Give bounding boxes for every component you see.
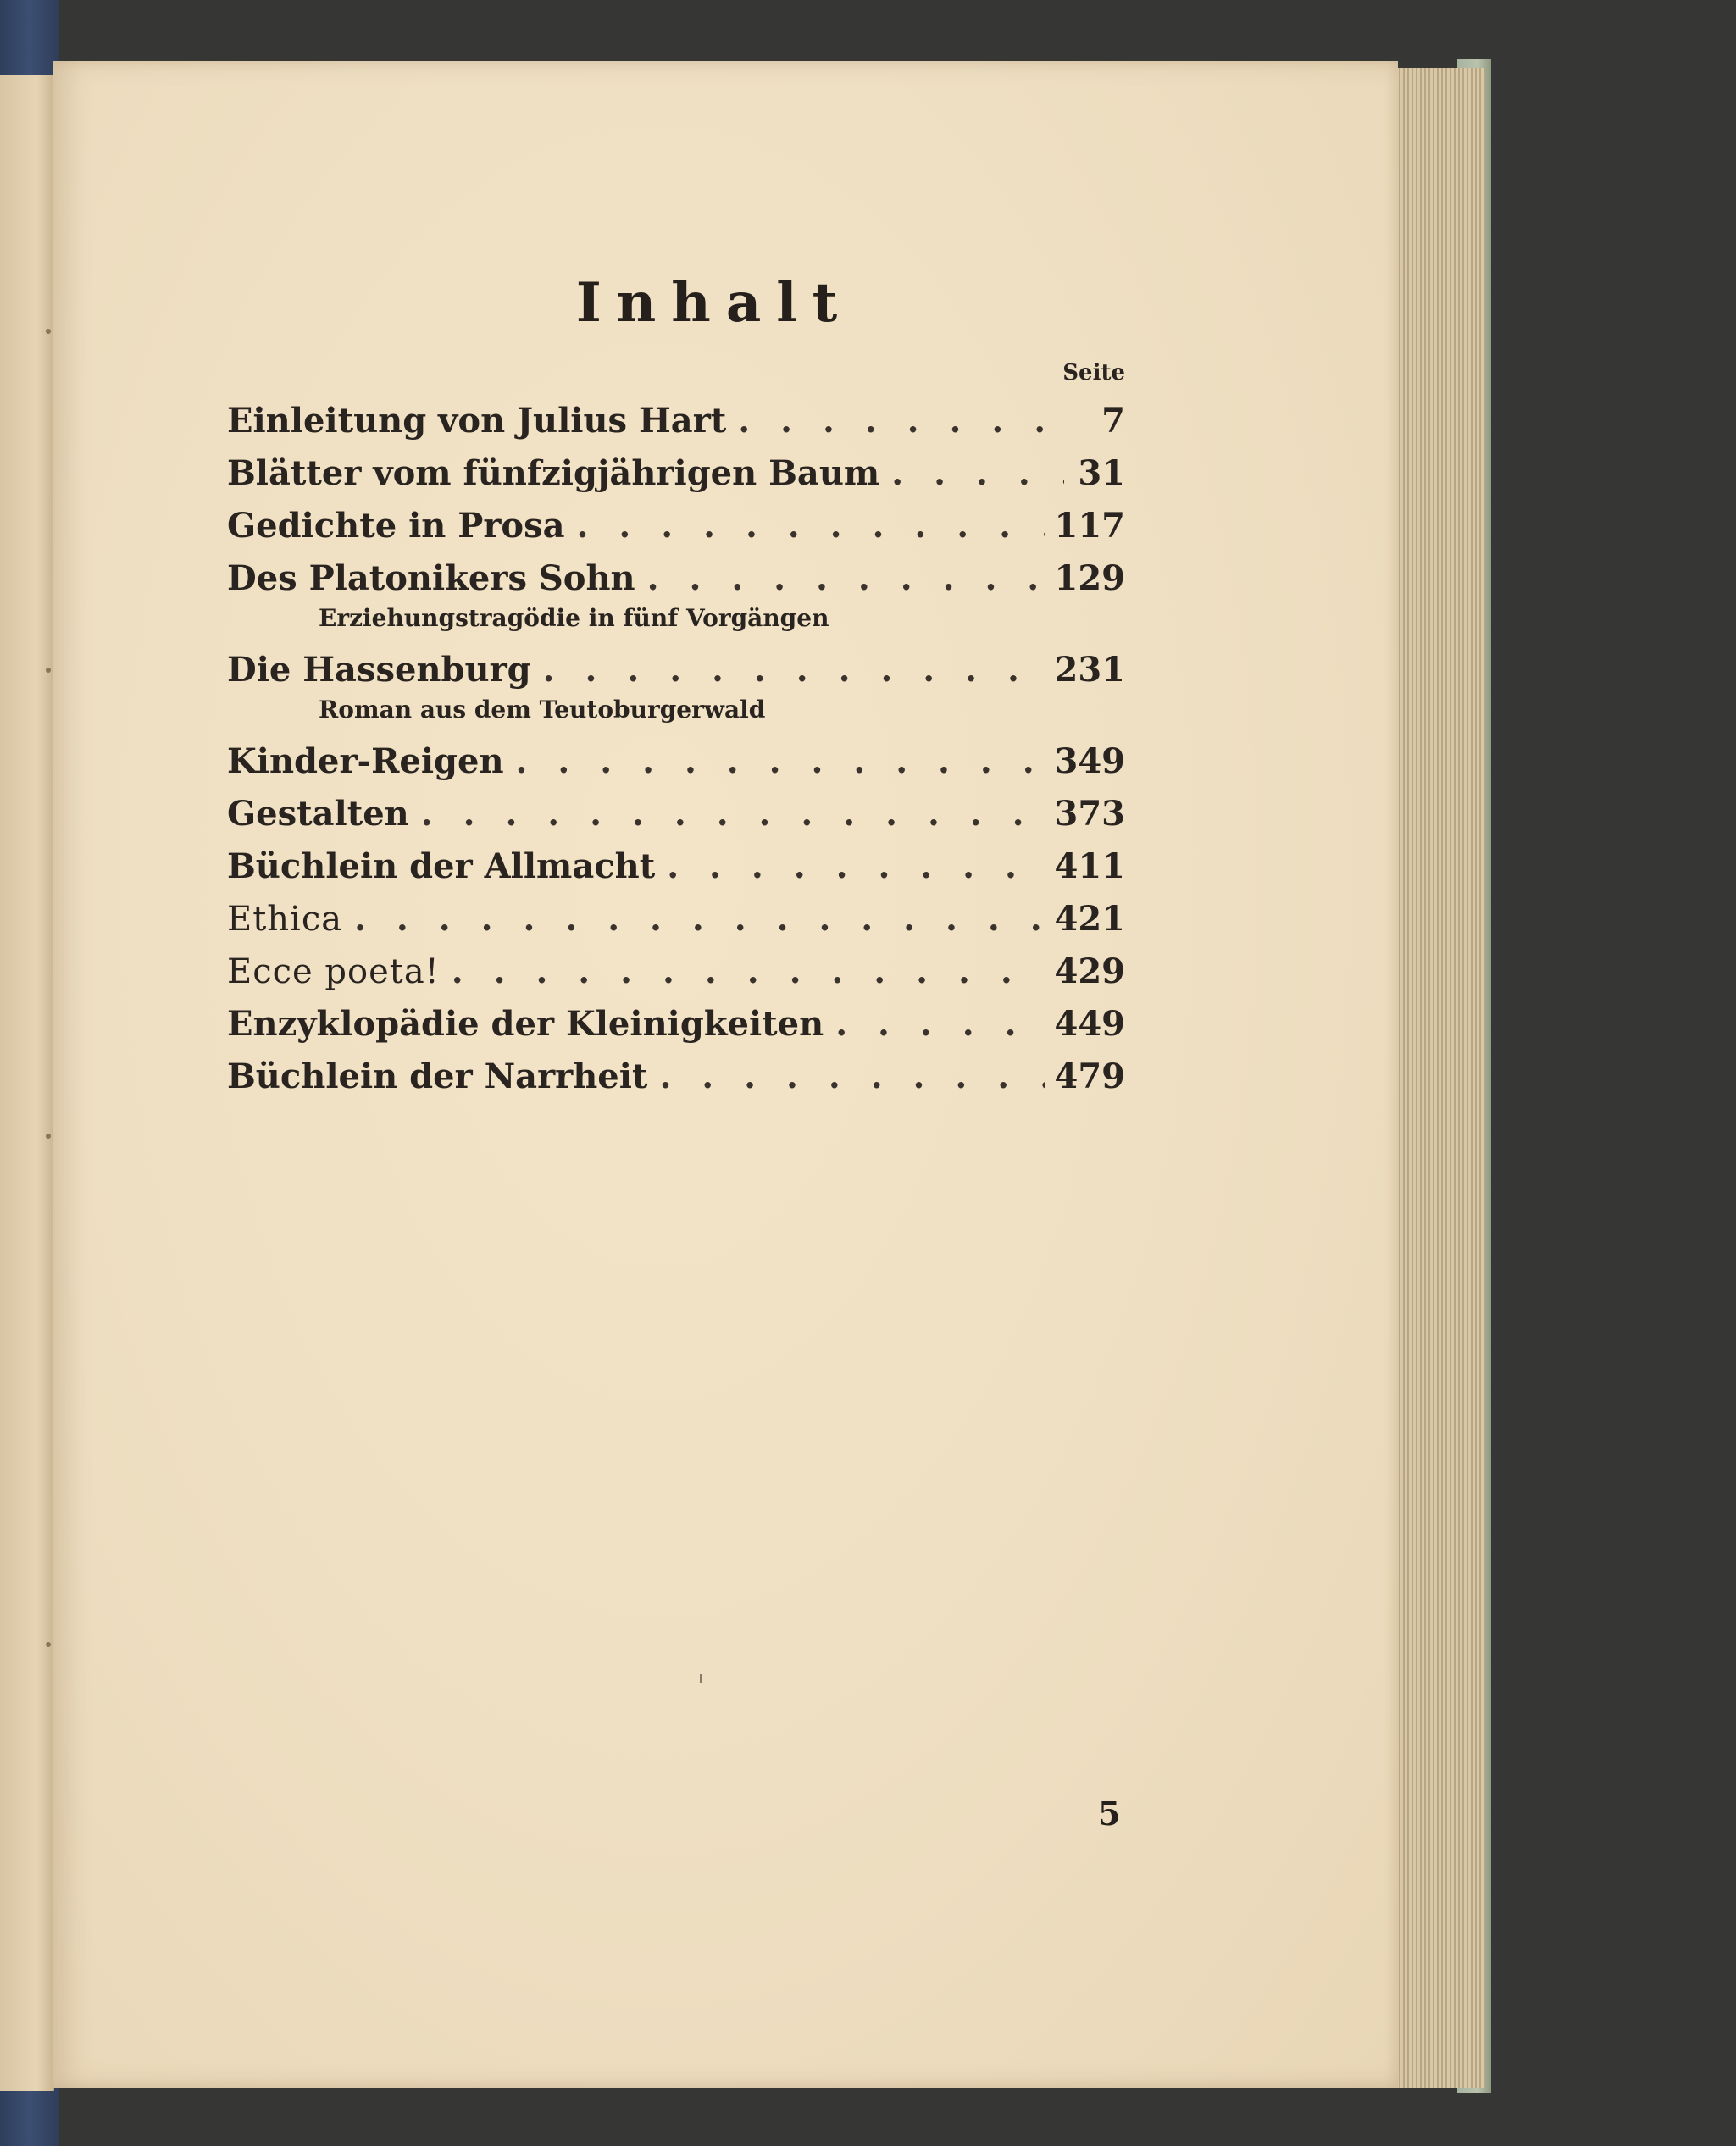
- dot-leader: [452, 951, 1045, 991]
- toc-entry-title: Büchlein der Allmacht: [227, 846, 656, 886]
- toc-row: [227, 401, 1125, 453]
- dot-leader: [516, 741, 1045, 781]
- dot-leader: [354, 899, 1044, 939]
- toc-entry-title: Gedichte in Prosa: [227, 506, 565, 546]
- paper-speck: [700, 1674, 702, 1683]
- toc-entry-page: 411: [1054, 846, 1125, 886]
- toc-row: [227, 846, 1125, 899]
- toc-heading: Inhalt: [575, 271, 853, 335]
- page-block-edge: [1389, 68, 1485, 2088]
- toc-entry: [227, 741, 1125, 794]
- toc-row: [227, 558, 1125, 611]
- stitch-mark: [46, 1642, 51, 1647]
- toc-entry-title: Ethica: [227, 900, 343, 939]
- toc-entry-title: Die Hassenburg: [227, 650, 531, 690]
- stitch-mark: [46, 668, 51, 673]
- toc-row: [227, 650, 1125, 702]
- toc-row: [227, 506, 1125, 558]
- toc-entry-page: 31: [1078, 453, 1125, 493]
- toc-entry: [227, 794, 1125, 846]
- verso-page-edge: [0, 75, 54, 2091]
- dot-leader: [659, 1056, 1044, 1096]
- dot-leader: [647, 558, 1045, 598]
- toc-entry-title: Kinder-Reigen: [227, 741, 504, 781]
- dot-leader: [891, 453, 1064, 493]
- toc-entry-page: 231: [1054, 650, 1125, 690]
- dot-leader: [543, 650, 1045, 690]
- toc-entry-title: Des Platonikers Sohn: [227, 558, 635, 598]
- toc-row: [227, 453, 1125, 506]
- dot-leader: [421, 794, 1045, 834]
- toc-entry: [227, 650, 1125, 729]
- toc-entry: [227, 558, 1125, 638]
- toc-row: [227, 794, 1125, 846]
- dot-leader: [667, 846, 1044, 886]
- toc-entry: [227, 453, 1125, 506]
- toc-row: [227, 951, 1125, 1004]
- toc-row: [227, 741, 1125, 794]
- stitch-mark: [46, 1134, 51, 1139]
- toc-row: [227, 1056, 1125, 1109]
- dot-leader: [738, 401, 1064, 441]
- toc-entry: [227, 506, 1125, 558]
- stitch-mark: [46, 329, 51, 334]
- toc-entry: [227, 951, 1125, 1004]
- toc-entry-page: 373: [1054, 794, 1125, 834]
- toc-row: [227, 1004, 1125, 1056]
- toc-entry-subtitle: Erziehungstragödie in fünf Vorgängen: [319, 604, 829, 632]
- toc-row: [227, 899, 1125, 951]
- toc-entry-page: 349: [1054, 741, 1125, 781]
- toc-entry-title: Einleitung von Julius Hart: [227, 401, 727, 441]
- toc-entry: [227, 1004, 1125, 1056]
- toc-entry-page: 429: [1054, 951, 1125, 991]
- toc-entry-title: Enzyklopädie der Kleinigkeiten: [227, 1004, 824, 1044]
- toc-entry-title: Gestalten: [227, 794, 409, 834]
- page-number: 5: [1098, 1794, 1121, 1833]
- toc-entry-page: 449: [1054, 1004, 1125, 1044]
- dot-leader: [835, 1004, 1044, 1044]
- toc-entry: [227, 846, 1125, 899]
- toc-list: [227, 401, 1125, 1109]
- page-column-label: Seite: [1062, 360, 1125, 385]
- dot-leader: [577, 506, 1045, 546]
- toc-entry-subtitle: Roman aus dem Teutoburgerwald: [319, 696, 766, 724]
- toc-entry-title: Büchlein der Narrheit: [227, 1056, 648, 1096]
- toc-entry-page: 479: [1054, 1056, 1125, 1096]
- toc-entry-title: Ecce poeta!: [227, 952, 440, 991]
- toc-entry: [227, 899, 1125, 951]
- toc-entry-page: 129: [1054, 558, 1125, 598]
- toc-entry-page: 7: [1101, 401, 1125, 441]
- toc-entry-page: 117: [1054, 506, 1125, 546]
- toc-entry: [227, 1056, 1125, 1109]
- toc-entry: [227, 401, 1125, 453]
- toc-entry-title: Blätter vom fünfzigjährigen Baum: [227, 453, 880, 493]
- toc-entry-page: 421: [1054, 899, 1125, 939]
- table-of-contents: [227, 271, 1125, 1109]
